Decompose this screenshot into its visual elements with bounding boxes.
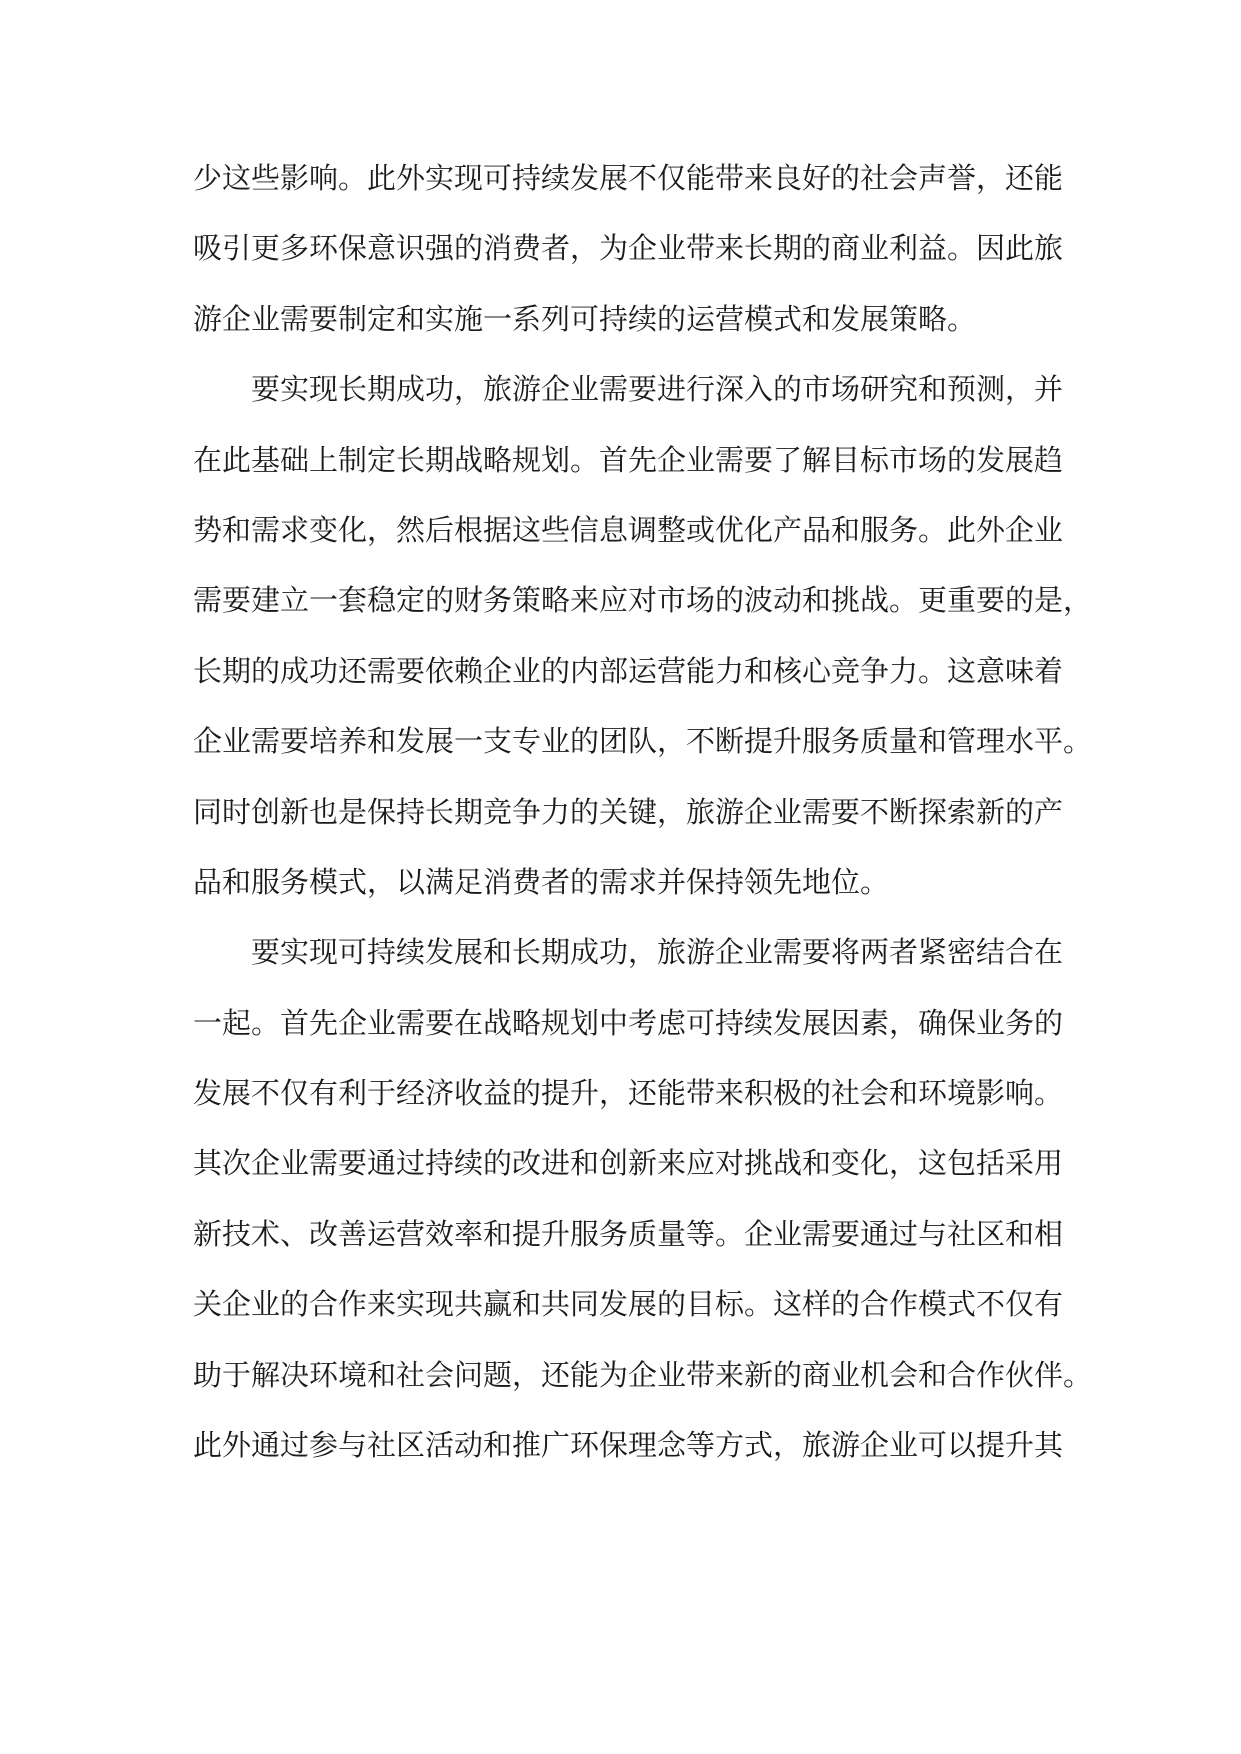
text-line: 势和需求变化，然后根据这些信息调整或优化产品和服务。此外企业 [193,512,1064,547]
paragraph-first-line: 要实现长期成功，旅游企业需要进行深入的市场研究和预测，并 [251,372,1064,407]
text-line: 企业需要培养和发展一支专业的团队，不断提升服务质量和管理水平。 [193,724,1093,759]
text-line: 一起。首先企业需要在战略规划中考虑可持续发展因素，确保业务的 [193,1005,1064,1040]
text-line: 助于解决环境和社会问题，还能为企业带来新的商业机会和合作伙伴。 [193,1357,1093,1392]
text-line: 游企业需要制定和实施一系列可持续的运营模式和发展策略。 [193,301,977,336]
text-line: 长期的成功还需要依赖企业的内部运营能力和核心竞争力。这意味着 [193,653,1064,688]
text-line: 此外通过参与社区活动和推广环保理念等方式，旅游企业可以提升其 [193,1428,1064,1463]
paragraph-first-line: 要实现可持续发展和长期成功，旅游企业需要将两者紧密结合在 [251,935,1064,970]
text-line: 发展不仅有利于经济收益的提升，还能带来积极的社会和环境影响。 [193,1076,1064,1111]
text-line: 吸引更多环保意识强的消费者，为企业带来长期的商业利益。因此旅 [193,231,1064,266]
body-text [193,143,1093,1480]
text-line: 少这些影响。此外实现可持续发展不仅能带来良好的社会声誉，还能 [193,161,1064,195]
text-line: 其次企业需要通过持续的改进和创新来应对挑战和变化，这包括采用 [193,1146,1064,1181]
text-line: 新技术、改善运营效率和提升服务质量等。企业需要通过与社区和相 [193,1216,1064,1251]
text-line: 关企业的合作来实现共赢和共同发展的目标。这样的合作模式不仅有 [193,1287,1064,1322]
text-line: 需要建立一套稳定的财务策略来应对市场的波动和挑战。更重要的是， [193,583,1093,618]
text-line: 在此基础上制定长期战略规划。首先企业需要了解目标市场的发展趋 [193,442,1064,477]
text-line: 品和服务模式，以满足消费者的需求并保持领先地位。 [193,864,890,899]
text-line: 同时创新也是保持长期竞争力的关键，旅游企业需要不断探索新的产 [193,794,1064,829]
